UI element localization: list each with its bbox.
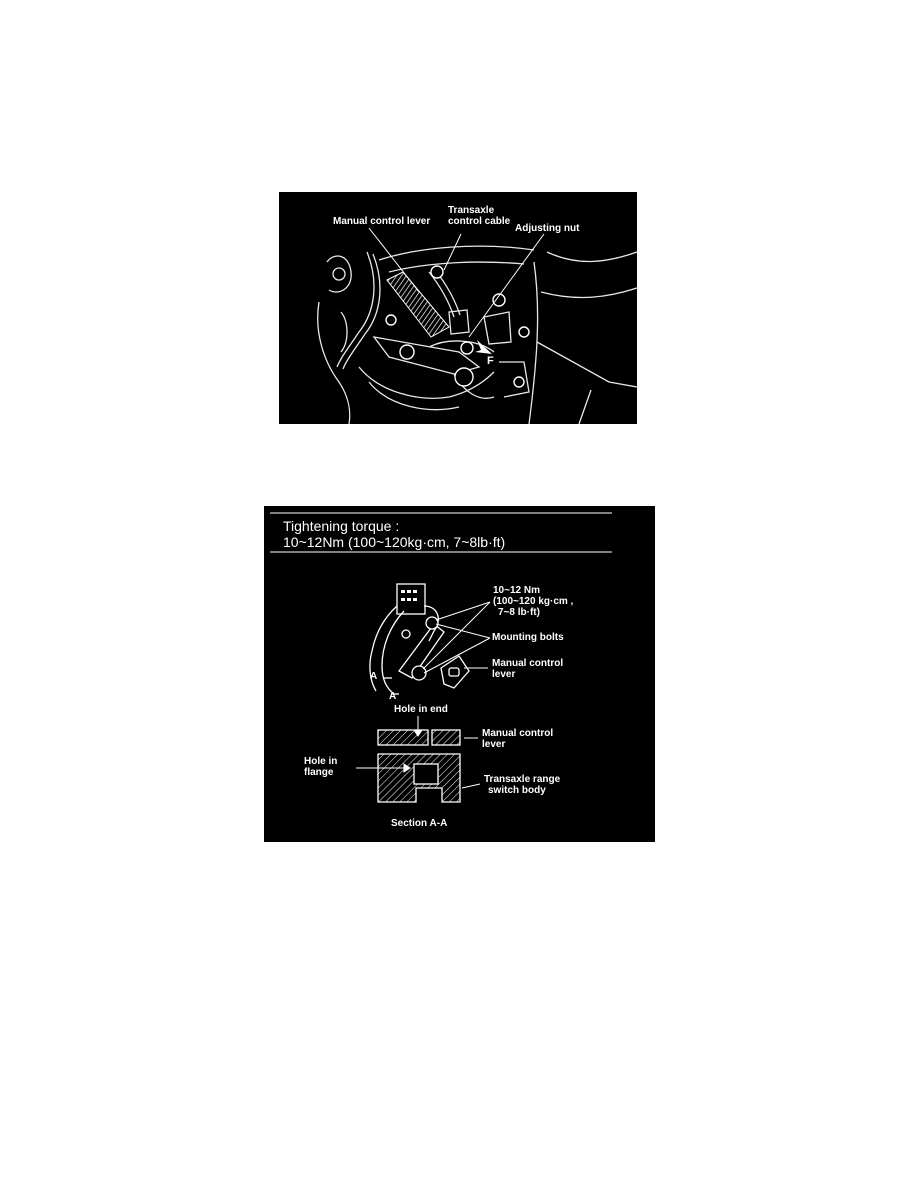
label-transaxle-range-switch-line1: Transaxle range	[484, 774, 561, 785]
label-hole-in-end: Hole in end	[394, 704, 448, 715]
label-torque-line1: 10~12 Nm	[493, 585, 540, 596]
torque-header-line2: 10~12Nm (100~120kg·cm, 7~8lb·ft)	[283, 534, 506, 550]
label-adjusting-nut: Adjusting nut	[515, 223, 580, 234]
label-torque-line2: (100~120 kg·cm ,	[493, 596, 574, 607]
label-f-marker: F	[487, 355, 494, 367]
range-switch-illustration	[264, 506, 655, 842]
tightening-torque-figure	[264, 506, 655, 842]
label-section-a-a: Section A-A	[391, 818, 448, 829]
label-a-upper: A	[370, 671, 378, 682]
label-transaxle-line2: control cable	[448, 216, 511, 227]
torque-header-line1: Tightening torque :	[283, 518, 400, 534]
label-manual-control-lever: Manual control lever	[333, 216, 431, 227]
manual-control-lever-figure	[279, 192, 637, 424]
label-transaxle-range-switch-line2: switch body	[488, 785, 546, 796]
label-mounting-bolts: Mounting bolts	[492, 632, 564, 643]
label-a-lower: A	[389, 691, 397, 702]
label-manual-control-lever-line2: lever	[492, 669, 516, 680]
label-manual-control-lever-section-line1: Manual control	[482, 728, 554, 739]
label-manual-control-lever-section-line2: lever	[482, 739, 506, 750]
label-manual-control-lever-line1: Manual control	[492, 658, 564, 669]
label-hole-in-flange-line1: Hole in	[304, 756, 338, 767]
label-hole-in-flange-line2: flange	[304, 767, 334, 778]
label-transaxle-line1: Transaxle	[448, 205, 495, 216]
label-torque-line3: 7~8 lb·ft)	[498, 607, 540, 618]
